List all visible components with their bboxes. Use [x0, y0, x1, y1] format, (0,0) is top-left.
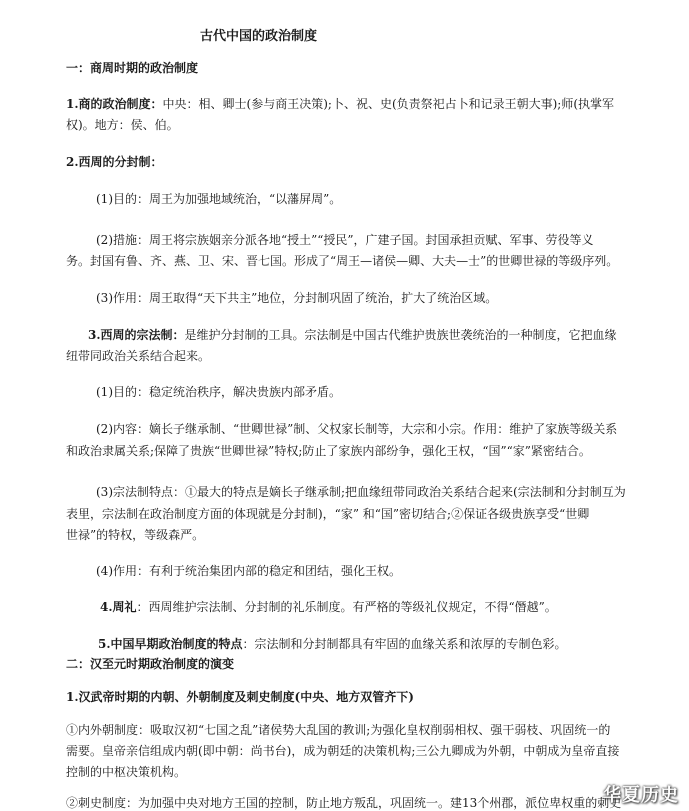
paragraph-label: 4.周礼: [100, 600, 137, 614]
paragraph-feudal-measures: (2)措施：周王将宗族姻亲分派各地“授土”“授民”，广建子国。封国承担贡赋、军事、劳役等义: [96, 233, 594, 247]
paragraph-inner-outer-court: ①内外朝制度：吸取汉初“七国之乱”诸侯势大乱国的教训;为强化皇权削弱相权、强干弱枝、巩固统一的: [66, 723, 611, 737]
paragraph-zhou-rites: [100, 599, 557, 615]
paragraph-label: 5.中国早期政治制度的特点: [98, 637, 243, 651]
paragraph-clan-features: (3)宗法制特点：①最大的特点是嫡长子继承制;把血缘纽带同政治关系结合起来(宗法制和分封制互为: [96, 485, 626, 499]
watermark-logo: 华夏历史: [603, 785, 679, 806]
paragraph-continuation: 权)。地方：侯、伯。: [66, 118, 179, 132]
paragraph-text: ：西周维护宗法制、分封制的礼乐制度。有严格的等级礼仪规定，不得“僭越”。: [136, 600, 557, 614]
paragraph-feudal-purpose: (1)目的：周王为加强地域统治，“以藩屏周”。: [96, 192, 342, 206]
paragraph-label: 1.商的政治制度：: [66, 97, 163, 111]
subheading-inner-outer-court: 1.汉武帝时期的内朝、外朝制度及刺史制度(中央、地方双管齐下): [66, 690, 414, 704]
paragraph-clan-content: (2)内容：嫡长子继承制、“世卿世禄”制、父权家长制等，大宗和小宗。作用：维护了家族等级关系: [96, 422, 618, 436]
paragraph-continuation: 表里，宗法制在政治制度方面的体现就是分封制)，“家” 和“国”密切结合;②保证各级贵族享受“世卿: [66, 507, 590, 521]
paragraph-clan-effect: (4)作用：有利于统治集团内部的稳定和团结，强化王权。: [96, 564, 402, 578]
paragraph-continuation: 务。封国有鲁、齐、燕、卫、宋、晋七国。形成了“周王—诸侯—卿、大夫—士”的世卿世禄的等级序列。: [66, 254, 619, 268]
paragraph-continuation: 需要。皇帝亲信组成内朝(即中朝：尚书台)，成为朝廷的决策机构;三公九卿成为外朝，中朝成为皇帝直接: [66, 744, 620, 758]
paragraph-inspector-system: ②刺史制度：为加强中央对地方王国的控制，防止地方叛乱，巩固统一。建13个州郡，派位卑权重的刺史: [66, 796, 622, 810]
paragraph-feudal-effect: (3)作用：周王取得“天下共主”地位，分封制巩固了统治，扩大了统治区域。: [96, 291, 498, 305]
paragraph-early-features: [98, 636, 567, 652]
paragraph-shang-politics: [66, 96, 614, 112]
subheading-feudal-system: 2.西周的分封制：: [66, 155, 163, 169]
document-title: 古代中国的政治制度: [200, 29, 318, 44]
section-heading-1: 一：商周时期的政治制度: [66, 61, 199, 75]
paragraph-continuation: 世禄”的特权，等级森严。: [66, 528, 205, 542]
paragraph-continuation: 控制的中枢决策机构。: [66, 765, 187, 779]
paragraph-continuation: 和政治隶属关系;保障了贵族“世卿世禄”特权;防止了家族内部纷争，强化王权，“国”“家”紧密结合。: [66, 444, 591, 458]
paragraph-clan-purpose: (1)目的：稳定统治秩序，解决贵族内部矛盾。: [96, 385, 341, 399]
paragraph-text: ：宗法制和分封制都具有牢固的血缘关系和浓厚的专制色彩。: [242, 637, 567, 651]
section-heading-2: 二：汉至元时期政治制度的演变: [66, 657, 235, 671]
paragraph-text: 是维护分封制的工具。宗法制是中国古代维护贵族世袭统治的一种制度，它把血缘: [184, 328, 617, 342]
paragraph-clan-system: [88, 327, 617, 343]
paragraph-text: 中央：相、卿士(参与商王决策);卜、祝、史(负责祭祀占卜和记录王朝大事);师(执掌军: [162, 97, 615, 111]
paragraph-label: 3.西周的宗法制：: [88, 328, 185, 342]
paragraph-continuation: 纽带同政治关系结合起来。: [66, 349, 211, 363]
